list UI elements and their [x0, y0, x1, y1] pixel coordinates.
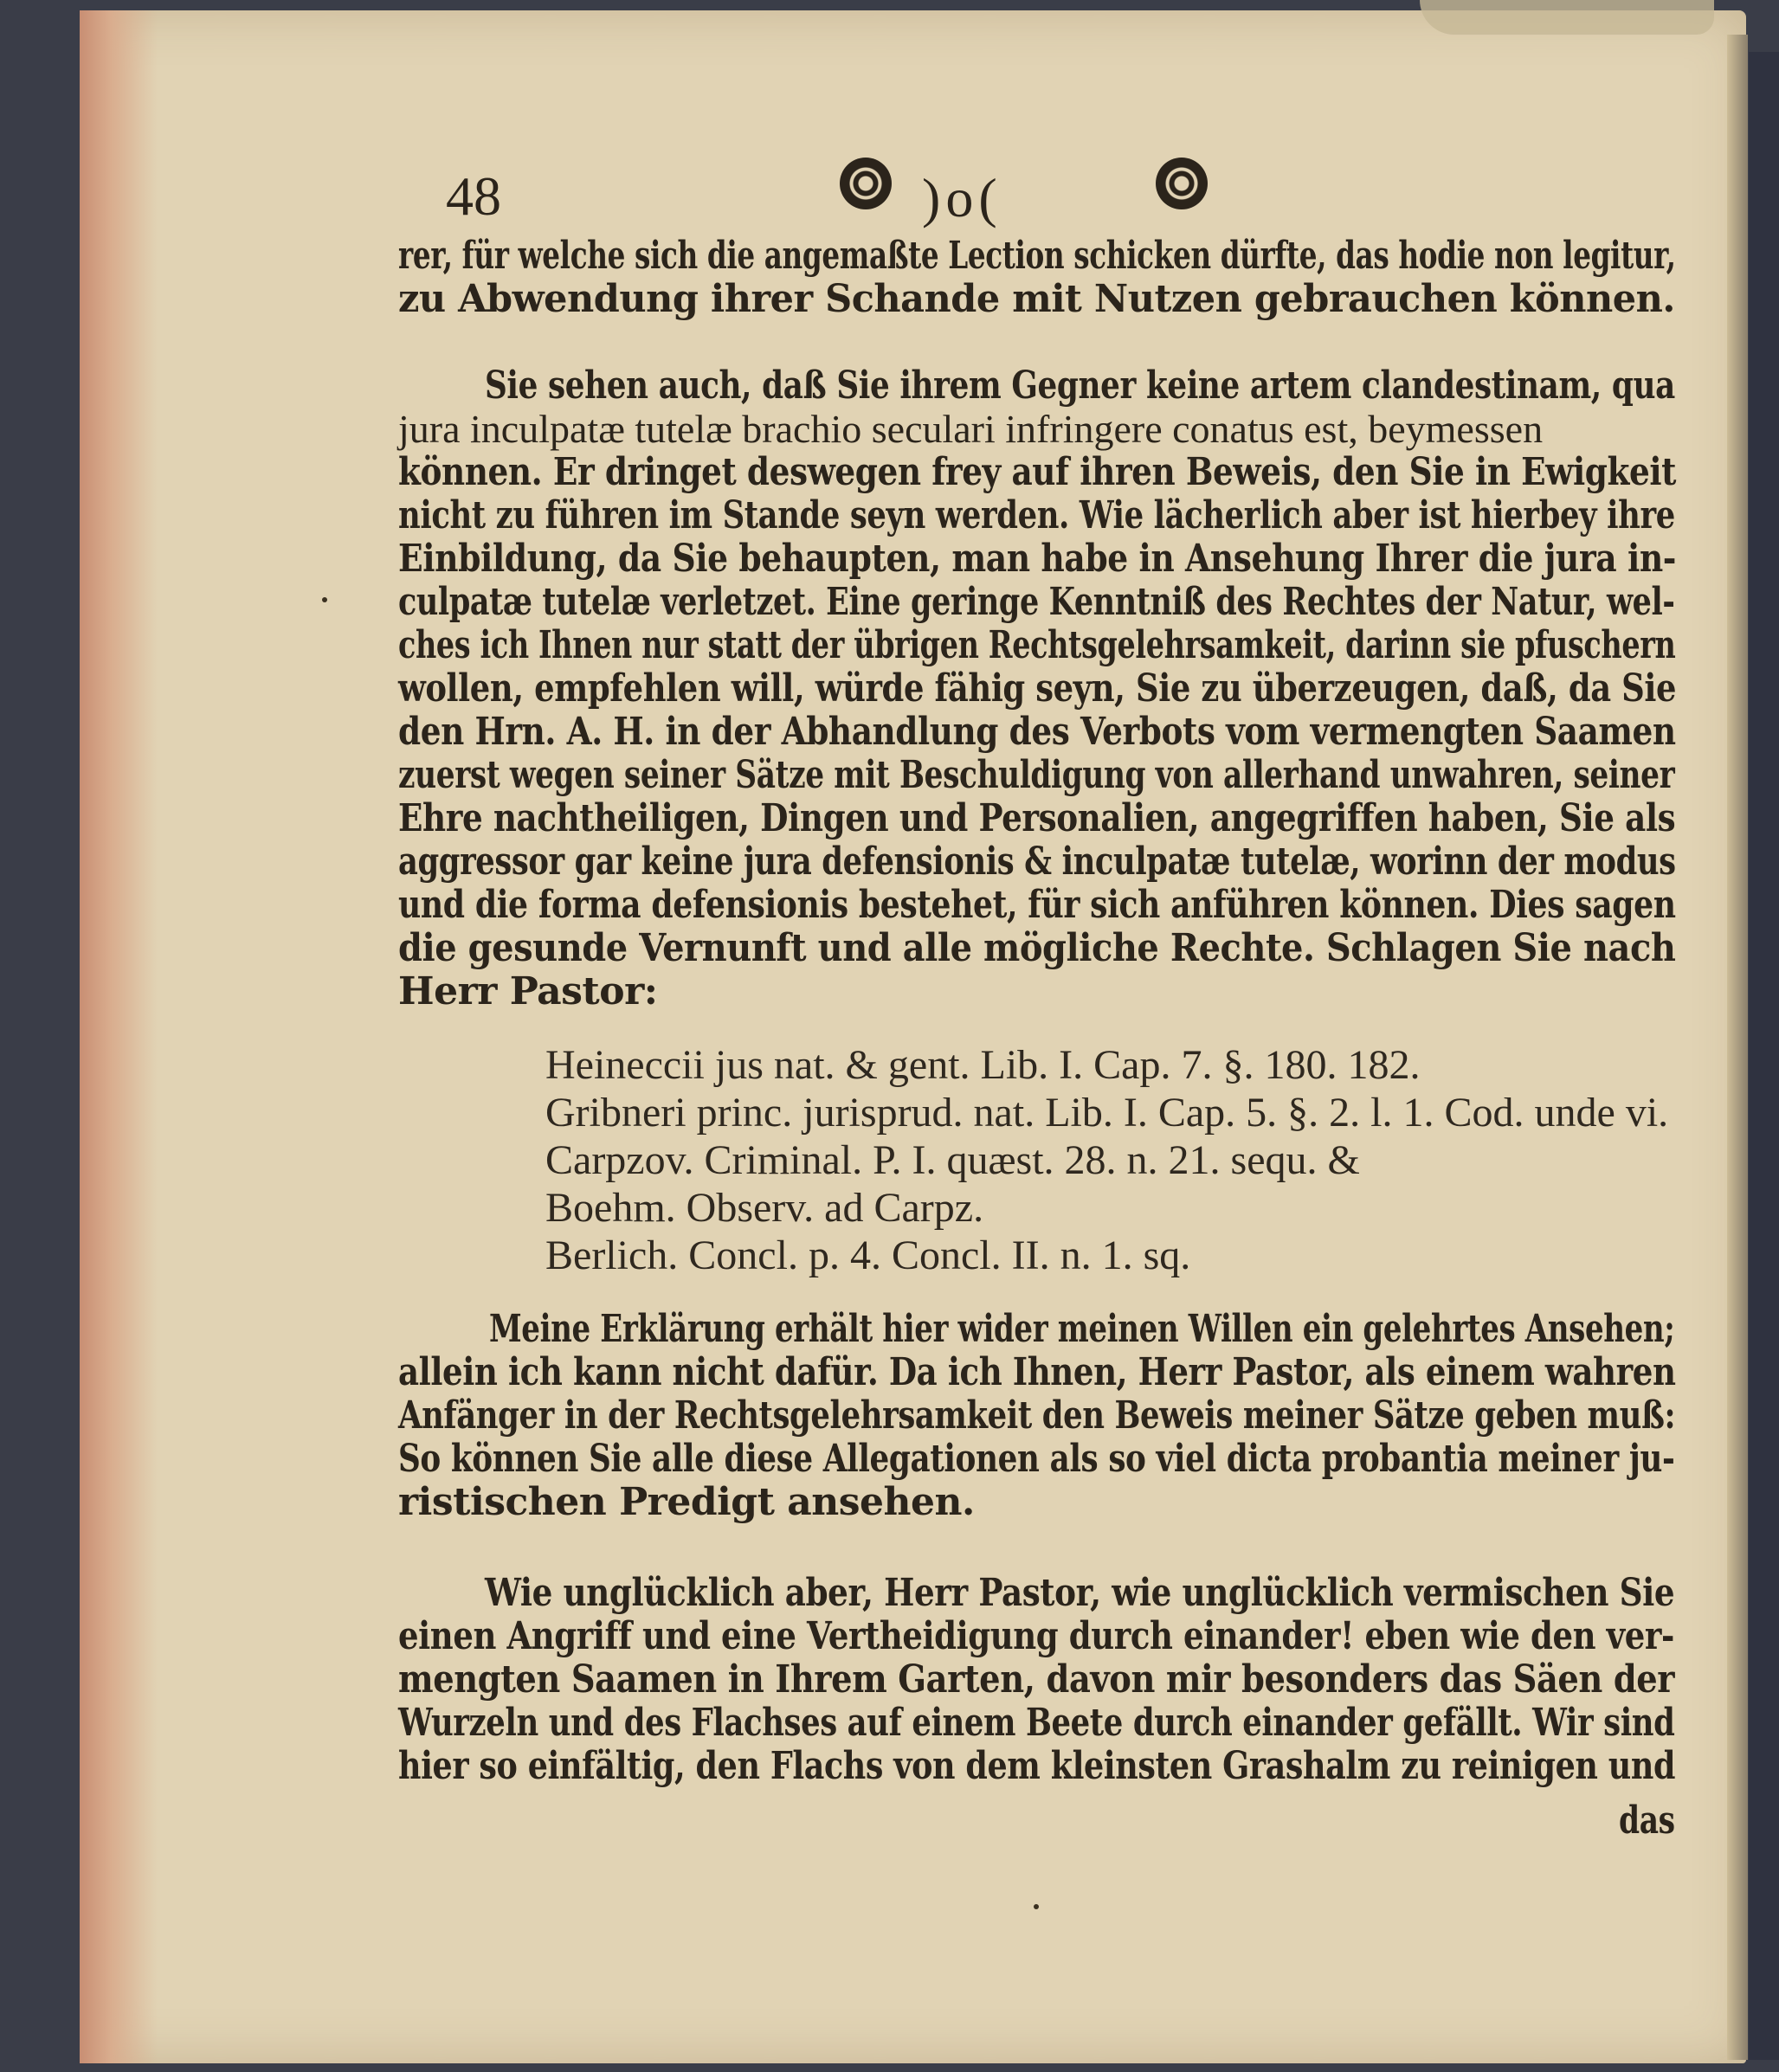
text-line: zuerst wegen seiner Sätze mit Beschuldigung von allerhand unwahren, seiner	[398, 753, 1675, 797]
text-line: den Hrn. A. H. in der Abhandlung des Verbots vom vermengten Saamen	[398, 710, 1676, 754]
text-line: rer, für welche sich die angemaßte Lection schicken dürfte, das hodie non legitur,	[398, 234, 1676, 278]
page-gutter-fold	[1727, 35, 1748, 2060]
text-line: ches ich Ihnen nur statt der übrigen Rechtsgelehrsamkeit, darinn sie pfuschern	[398, 623, 1676, 667]
citation: Berlich. Concl. p. 4. Concl. II. n. 1. sq.	[545, 1232, 1191, 1278]
text-line: Ehre nachtheiligen, Dingen und Personalien, angegriffen haben, Sie als	[398, 796, 1676, 840]
text-line: So können Sie alle diese Allegationen als so viel dicta probantia meiner ju-	[398, 1437, 1675, 1481]
text-line: Einbildung, da Sie behaupten, man habe in Ansehung Ihrer die jura in-	[398, 537, 1676, 581]
text-line: einen Angriff und eine Vertheidigung durch einander! eben wie den ver-	[398, 1614, 1674, 1658]
text-line: ristischen Predigt ansehen.	[398, 1480, 975, 1524]
page-number: 48	[446, 165, 501, 227]
text-line: können. Er dringet deswegen frey auf ihren Beweis, den Sie in Ewigkeit	[398, 450, 1676, 494]
torn-paper-corner	[1420, 0, 1714, 35]
ink-spot	[1034, 1904, 1039, 1909]
text-line: Meine Erklärung erhält hier wider meinen Willen ein gelehrtes Ansehen;	[489, 1307, 1675, 1351]
rosette-ornament-left	[840, 158, 892, 209]
text-line: aggressor gar keine jura defensionis & inculpatæ tutelæ, worinn der modus	[398, 840, 1676, 884]
text-line: und die forma defensionis bestehet, für sich anführen können. Dies sagen	[398, 883, 1676, 927]
text-line: nicht zu führen im Stande seyn werden. Wie lächerlich aber ist hierbey ihre	[398, 493, 1675, 537]
page-edge-stain	[80, 10, 158, 2063]
text-line: wollen, empfehlen will, würde fähig seyn, Sie zu überzeugen, daß, da Sie	[398, 666, 1677, 711]
text-line: allein ich kann nicht dafür. Da ich Ihnen, Herr Pastor, als einem wahren	[398, 1350, 1676, 1394]
text-line: Wie unglücklich aber, Herr Pastor, wie unglücklich vermischen Sie	[485, 1571, 1675, 1615]
scan-border	[1749, 52, 1779, 2060]
text-line: culpatæ tutelæ verletzet. Eine geringe Kenntniß des Rechtes der Natur, wel-	[398, 580, 1675, 624]
citation: Boehm. Observ. ad Carpz.	[545, 1185, 984, 1231]
header-ornament: )o(	[922, 167, 1002, 228]
text-line: mengten Saamen in Ihrem Garten, davon mir besonders das Säen der	[398, 1657, 1675, 1702]
text-line: die gesunde Vernunft und alle mögliche Rechte. Schlagen Sie nach	[398, 926, 1676, 970]
text-line: jura inculpatæ tutelæ brachio seculari infringere conatus est, beymessen	[398, 407, 1544, 451]
citation: Carpzov. Criminal. P. I. quæst. 28. n. 21. sequ. &	[545, 1137, 1360, 1183]
text-line: zu Abwendung ihrer Schande mit Nutzen gebrauchen können.	[398, 277, 1675, 321]
text-line: Wurzeln und des Flachses auf einem Beete durch einander gefällt. Wir sind	[398, 1701, 1675, 1745]
text-line: Herr Pastor:	[398, 969, 658, 1013]
catchword: das	[1619, 1799, 1675, 1843]
citation: Gribneri princ. jurisprud. nat. Lib. I. Cap. 5. §. 2. l. 1. Cod. unde vi.	[545, 1090, 1669, 1136]
citation: Heineccii jus nat. & gent. Lib. I. Cap. 7. §. 180. 182.	[545, 1042, 1421, 1088]
text-line: hier so einfältig, den Flachs von dem kleinsten Grashalm zu reinigen und	[398, 1744, 1676, 1788]
text-line: Sie sehen auch, daß Sie ihrem Gegner keine artem clandestinam, qua	[485, 364, 1675, 408]
text-line: Anfänger in der Rechtsgelehrsamkeit den Beweis meiner Sätze geben muß:	[398, 1393, 1676, 1438]
rosette-ornament-right	[1156, 158, 1208, 209]
ink-spot	[322, 597, 327, 602]
